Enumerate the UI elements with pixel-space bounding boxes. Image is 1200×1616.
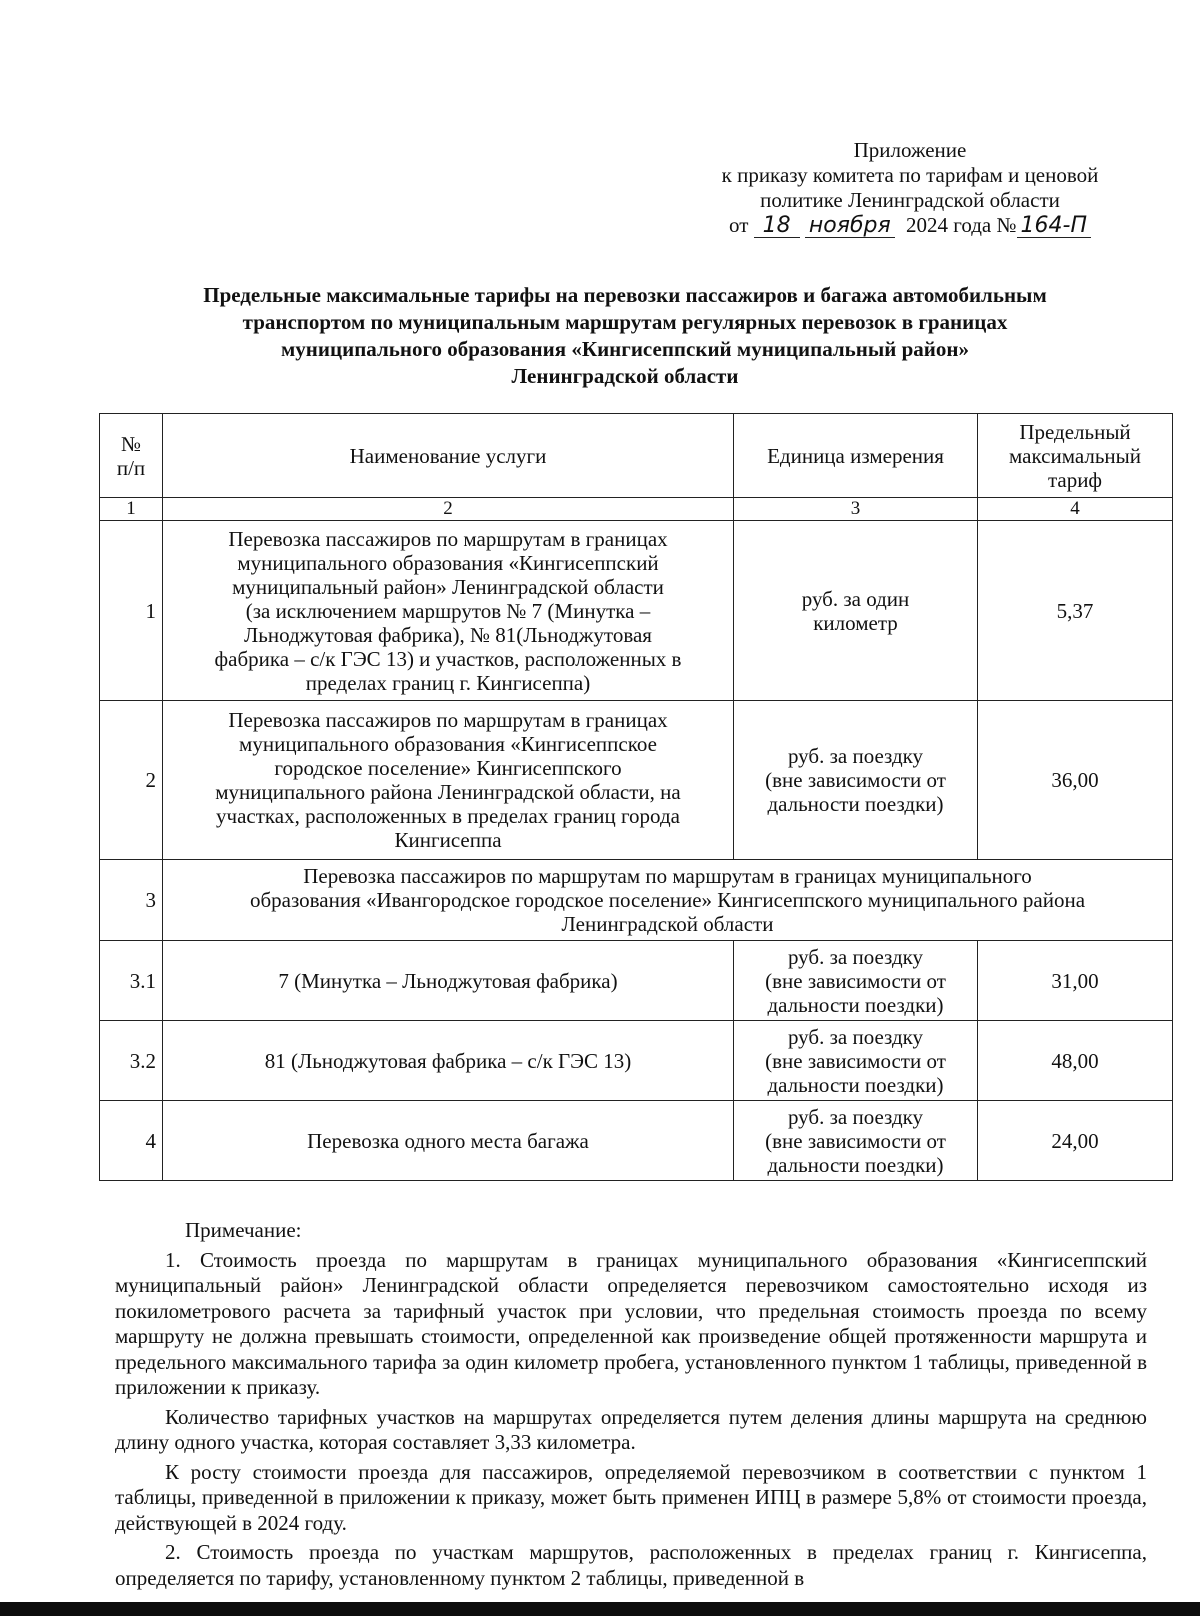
appendix-line-3: политике Ленинградской области [760, 188, 1060, 212]
row-unit: руб. за поездку (вне зависимости от дальности поездки) [734, 701, 978, 860]
row-num: 2 [100, 701, 163, 860]
row-unit: руб. за один километр [734, 521, 978, 701]
title-line-3: муниципального образования «Кингисеппский муниципальный район» [281, 337, 969, 361]
appendix-date-line [680, 213, 1140, 238]
table-row [100, 860, 1173, 941]
handwritten-day: 18 [754, 215, 800, 238]
row-service: Перевозка одного места багажа [163, 1101, 734, 1181]
title-line-1: Предельные максимальные тарифы на перевозки пассажиров и багажа автомобильным [203, 283, 1047, 307]
appendix-line-1: Приложение [853, 138, 967, 162]
document-title [100, 282, 1150, 390]
row-num: 1 [100, 521, 163, 701]
row-unit: руб. за поездку (вне зависимости от дальности поездки) [734, 941, 978, 1021]
header-num: № п/п [100, 414, 163, 498]
index-cell: 3 [734, 498, 978, 521]
table-row [100, 701, 1173, 860]
index-cell: 4 [978, 498, 1173, 521]
row-num: 3.1 [100, 941, 163, 1021]
note-paragraph-1: 1. Стоимость проезда по маршрутам в границах муниципального образования «Кингисеппский муниципальный район» Ленинградской области определяется перевозчиком самостоятельно исходя из покилометрового расчета за тарифный участок при условии, что предельная стоимость проезда по всему маршруту не должна превышать стоимости, определенной как произведение общей протяженности маршрута и предельного максимального тарифа за один километр пробега, установленного пунктом 1 таблицы, приведенной в приложении к приказу. [115, 1247, 1147, 1399]
appendix-header [680, 138, 1140, 238]
handwritten-order-number: 164-П [1017, 215, 1091, 238]
row-tariff: 36,00 [978, 701, 1173, 860]
table-row [100, 521, 1173, 701]
header-unit: Единица измерения [734, 414, 978, 498]
row-unit: руб. за поездку (вне зависимости от дальности поездки) [734, 1101, 978, 1181]
header-service: Наименование услуги [163, 414, 734, 498]
table-row [100, 1101, 1173, 1181]
header-tariff: Предельный максимальный тариф [978, 414, 1173, 498]
notes-section [115, 1218, 1147, 1595]
index-cell: 1 [100, 498, 163, 521]
scan-edge-bar [0, 1602, 1200, 1616]
table-index-row [100, 498, 1173, 521]
row-num: 3.2 [100, 1021, 163, 1101]
date-prefix: от [728, 213, 749, 237]
title-line-4: Ленинградской области [511, 364, 739, 388]
row-service: Перевозка пассажиров по маршрутам в границах муниципального образования «Кингисеппский муниципальный район» Ленинградской области (за исключением маршрутов № 7 (Минутка – Льноджутовая фабрика), № 81(Льноджутовая фабрика – с/к ГЭС 13) и участков, расположенных в пределах границ г. Кингисеппа) [163, 521, 734, 701]
row-service: Перевозка пассажиров по маршрутам в границах муниципального образования «Кингисеппское городское поселение» Кингисеппского муниципального района Ленинградской области, на участках, расположенных в пределах границ города Кингисеппа [163, 701, 734, 860]
table-row [100, 941, 1173, 1021]
row-tariff: 5,37 [978, 521, 1173, 701]
row-service: 81 (Льноджутовая фабрика – с/к ГЭС 13) [163, 1021, 734, 1101]
table-header-row [100, 414, 1173, 498]
row-tariff: 31,00 [978, 941, 1173, 1021]
note-paragraph-4: 2. Стоимость проезда по участкам маршрутов, расположенных в пределах границ г. Кингисеппа, определяется по тарифу, установленному пунктом 2 таблицы, приведенной в [115, 1540, 1147, 1590]
appendix-line-2: к приказу комитета по тарифам и ценовой [721, 163, 1099, 187]
row-num: 4 [100, 1101, 163, 1181]
row-num: 3 [100, 860, 163, 941]
row-tariff: 48,00 [978, 1021, 1173, 1101]
row-tariff: 24,00 [978, 1101, 1173, 1181]
index-cell: 2 [163, 498, 734, 521]
row-service: 7 (Минутка – Льноджутовая фабрика) [163, 941, 734, 1021]
note-paragraph-3: К росту стоимости проезда для пассажиров, определяемой перевозчиком в соответствии с пунктом 1 таблицы, приведенной в приложении к приказу, может быть применен ИПЦ в размере 5,8% от стоимости проезда, действующей в 2024 году. [115, 1459, 1147, 1535]
tariff-table [99, 413, 1173, 1181]
row-unit: руб. за поездку (вне зависимости от дальности поездки) [734, 1021, 978, 1101]
note-paragraph-2: Количество тарифных участков на маршрутах определяется путем деления длины маршрута на среднюю длину одного участка, которая составляет 3,33 километра. [115, 1404, 1147, 1454]
handwritten-month: ноября [805, 215, 895, 238]
date-year: 2024 года № [906, 213, 1017, 237]
notes-title: Примечание: [185, 1218, 302, 1242]
title-line-2: транспортом по муниципальным маршрутам регулярных перевозок в границах [242, 310, 1008, 334]
table-row [100, 1021, 1173, 1101]
row-service-group: Перевозка пассажиров по маршрутам по маршрутам в границах муниципального образования «Ивангородское городское поселение» Кингисеппского муниципального района Ленинградской области [163, 860, 1173, 941]
